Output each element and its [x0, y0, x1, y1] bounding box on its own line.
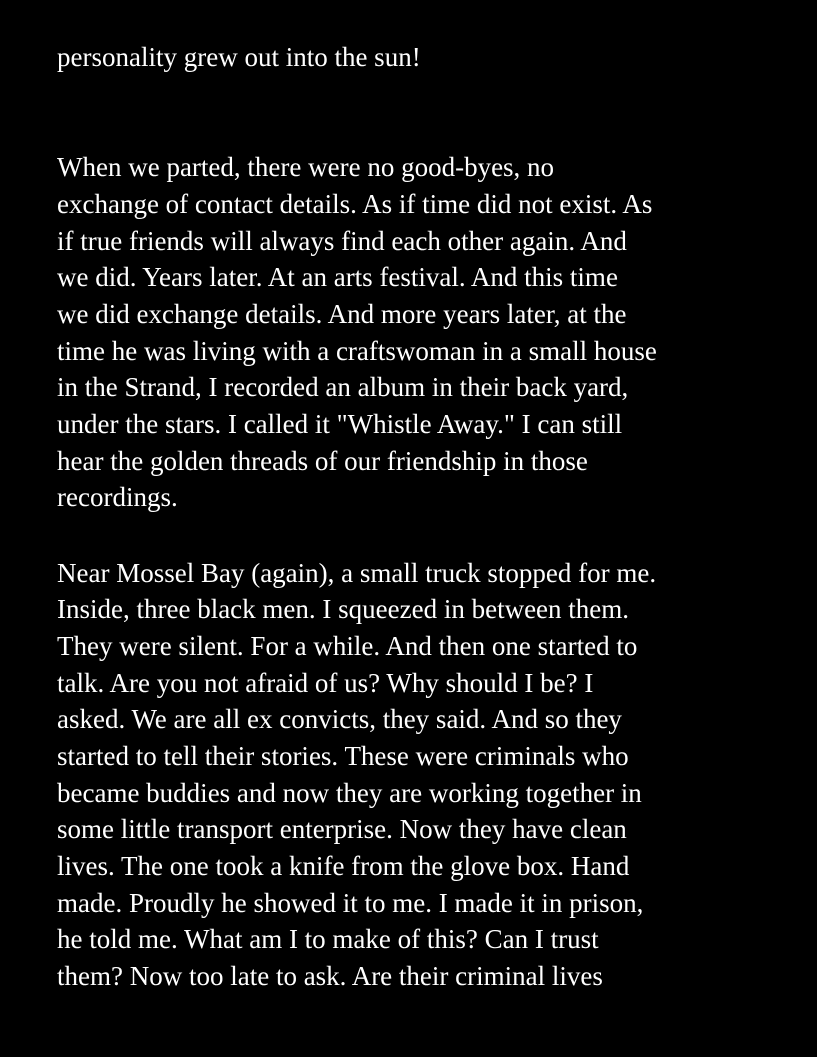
text-line: They were silent. For a while. And then one started to	[57, 631, 638, 661]
text-line: in the Strand, I recorded an album in their back yard,	[57, 372, 629, 402]
text-line: Inside, three black men. I squeezed in between them.	[57, 594, 630, 624]
text-line: we did exchange details. And more years later, at the	[57, 299, 627, 329]
text-line: time he was living with a craftswoman in a small house	[57, 336, 657, 366]
text-line: lives. The one took a knife from the glove box. Hand	[57, 851, 630, 881]
text-line: became buddies and now they are working together in	[57, 778, 642, 808]
text-line: recordings.	[57, 482, 178, 512]
text-line: under the stars. I called it "Whistle Away." I can still	[57, 409, 623, 439]
text-line: if true friends will always find each other again. And	[57, 226, 627, 256]
text-line: hear the golden threads of our friendship in those	[57, 446, 588, 476]
text-line: we did. Years later. At an arts festival. And this time	[57, 262, 618, 292]
text-line: made. Proudly he showed it to me. I made it in prison,	[57, 888, 644, 918]
text-line: exchange of contact details. As if time did not exist. As	[57, 189, 653, 219]
text-line: personality grew out into the sun!	[57, 42, 421, 72]
text-line: Near Mossel Bay (again), a small truck stopped for me.	[57, 558, 657, 588]
text-line: talk. Are you not afraid of us? Why should I be? I	[57, 668, 594, 698]
text-line: asked. We are all ex convicts, they said. And so they	[57, 704, 622, 734]
text-line: he told me. What am I to make of this? Can I trust	[57, 924, 599, 954]
text-line: started to tell their stories. These were criminals who	[57, 741, 629, 771]
text-line: some little transport enterprise. Now they have clean	[57, 814, 627, 844]
text-line: When we parted, there were no good-byes, no	[57, 152, 555, 182]
text-line: them? Now too late to ask. Are their criminal lives	[57, 961, 603, 991]
